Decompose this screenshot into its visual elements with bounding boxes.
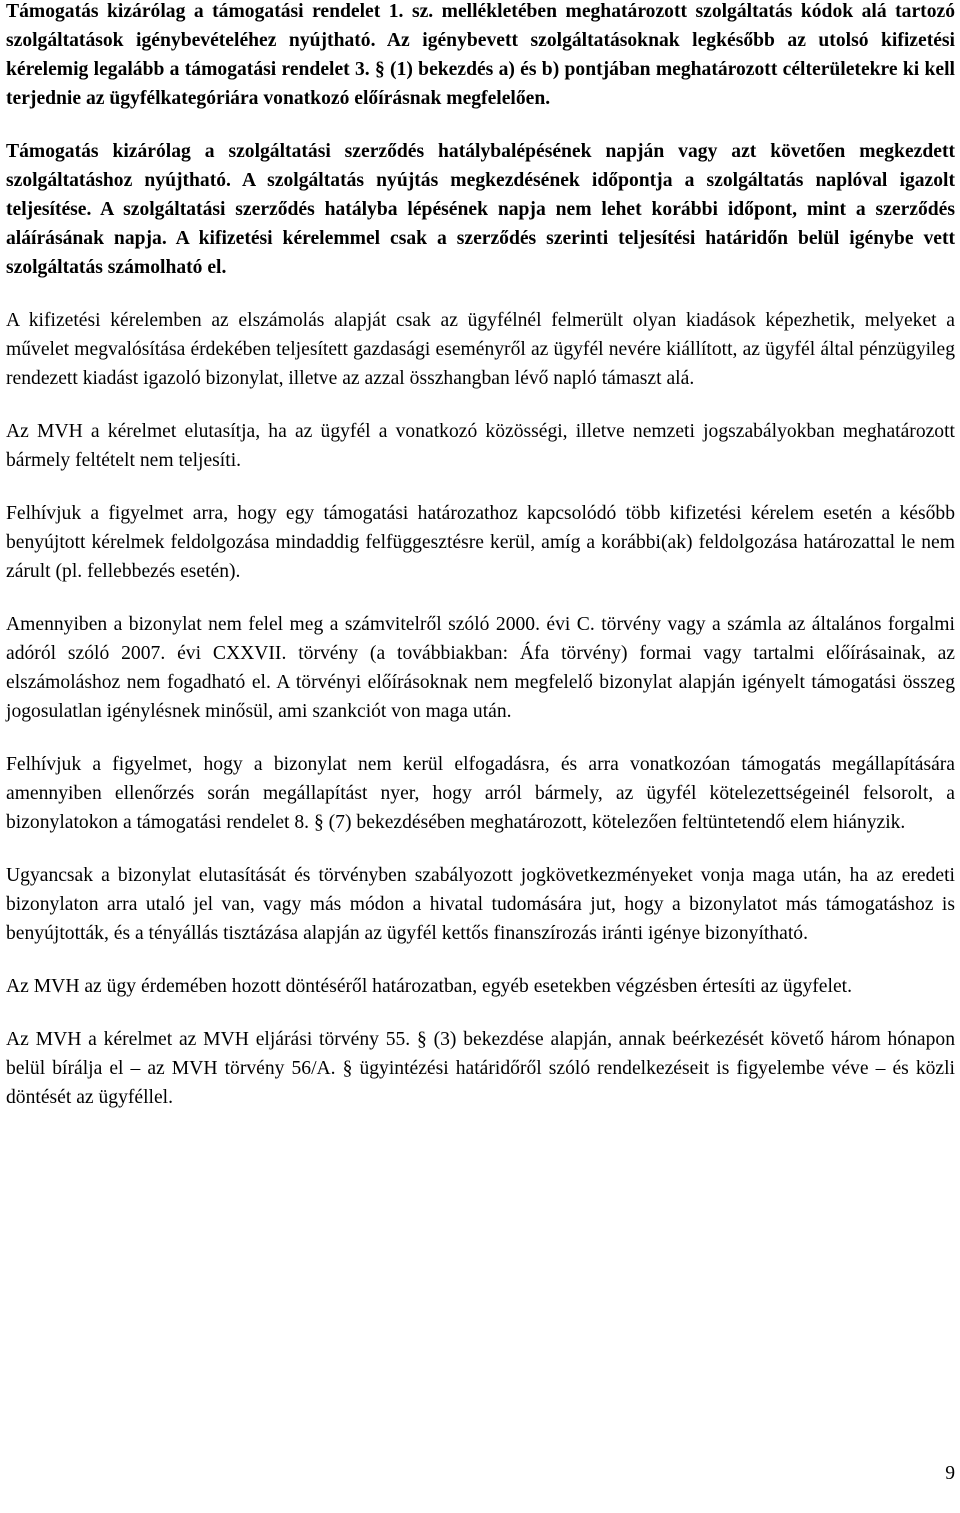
- paragraph-invoice-compliance: Amennyiben a bizonylat nem felel meg a számvitelről szóló 2000. évi C. törvény vagy a számla az általános forgalmi adóról szóló 2007. évi CXXVII. törvény (a továbbiakban: Áfa törvény) formai vagy tartalmi előírásainak, az elszámoláshoz nem fogadható el. A törvényi előírásoknak nem megfelelő bizonylat alapján igényelt támogatási összeg jogosulatlan igénylésnek minősül, ami szankciót von maga után.: [6, 614, 955, 722]
- document-page: [6, 0, 955, 1136]
- paragraph-multiple-claims-notice: Felhívjuk a figyelmet arra, hogy egy támogatási határozathoz kapcsolódó több kifizetési kérelem esetén a később benyújtott kérelmek feldolgozása mindaddig felfüggesztésre kerül, amíg a korábbi(ak) feldolgozása határozattal le nem zárult (pl. fellebbezés esetén).: [6, 503, 955, 582]
- paragraph-mvh-rejection: Az MVH a kérelmet elutasítja, ha az ügyfél a vonatkozó közösségi, illetve nemzeti jogszabályokban meghatározott bármely feltételt nem teljesíti.: [6, 421, 955, 471]
- paragraph-evaluation-deadline: Az MVH a kérelmet az MVH eljárási törvény 55. § (3) bekezdése alapján, annak beérkezését követő három hónapon belül bírálja el – az MVH törvény 56/A. § ügyintézési határidőről szóló rendelkezéseit is figyelembe véve – és közli döntését az ügyféllel.: [6, 1029, 955, 1108]
- paragraph-payment-claim-expenses: A kifizetési kérelemben az elszámolás alapját csak az ügyfélnél felmerült olyan kiadások képezhetik, melyeket a művelet megvalósítása érdekében teljesített gazdasági eseményről az ügyfél nevére kiállított, az ügyfél által pénzügyileg rendezett kiadást igazoló bizonylat, illetve az azzal összhangban lévő napló támaszt alá.: [6, 310, 955, 389]
- paragraph-support-service-codes: Támogatás kizárólag a támogatási rendelet 1. sz. mellékletében meghatározott szolgáltatás kódok alá tartozó szolgáltatások igénybevételéhez nyújtható. Az igénybevett szolgáltatásoknak legkésőbb az utolsó kifizetési kérelemig legalább a támogatási rendelet 3. § (1) bekezdés a) és b) pontjában meghatározott célterületekre ki kell terjednie az ügyfélkategóriára vonatkozó előírásnak megfelelően.: [6, 1, 955, 109]
- paragraph-double-financing: Ugyancsak a bizonylat elutasítását és törvényben szabályozott jogkövetkezményeket vonja maga után, ha az eredeti bizonylaton arra utaló jel van, vagy más módon a hivatal tudomására jut, hogy a bizonylatot más támogatáshoz is benyújtották, és a tényállás tisztázása alapján az ügyfél kettős finanszírozás iránti igénye bizonyítható.: [6, 865, 955, 944]
- page-number: 9: [945, 1463, 955, 1484]
- paragraph-decision-notification: Az MVH az ügy érdemében hozott döntéséről határozatban, egyéb esetekben végzésben értesíti az ügyfelet.: [6, 976, 852, 997]
- paragraph-missing-elements-notice: Felhívjuk a figyelmet, hogy a bizonylat nem kerül elfogadásra, és arra vonatkozóan támogatás megállapítására amennyiben ellenőrzés során megállapítást nyer, hogy arról bármely, az ügyfél kötelezettségeinél felsorolt, a bizonylatokon a támogatási rendelet 8. § (7) bekezdésében meghatározott, kötelezően feltüntetendő elem hiányzik.: [6, 754, 955, 833]
- paragraph-contract-effective-date: Támogatás kizárólag a szolgáltatási szerződés hatálybalépésének napján vagy azt követően megkezdett szolgáltatáshoz nyújtható. A szolgáltatás nyújtás megkezdésének időpontja a szolgáltatás naplóval igazolt teljesítése. A szolgáltatási szerződés hatályba lépésének napja nem lehet korábbi időpont, mint a szerződés aláírásának napja. A kifizetési kérelemmel csak a szerződés szerinti teljesítési határidőn belül igénybe vett szolgáltatás számolható el.: [6, 141, 955, 278]
